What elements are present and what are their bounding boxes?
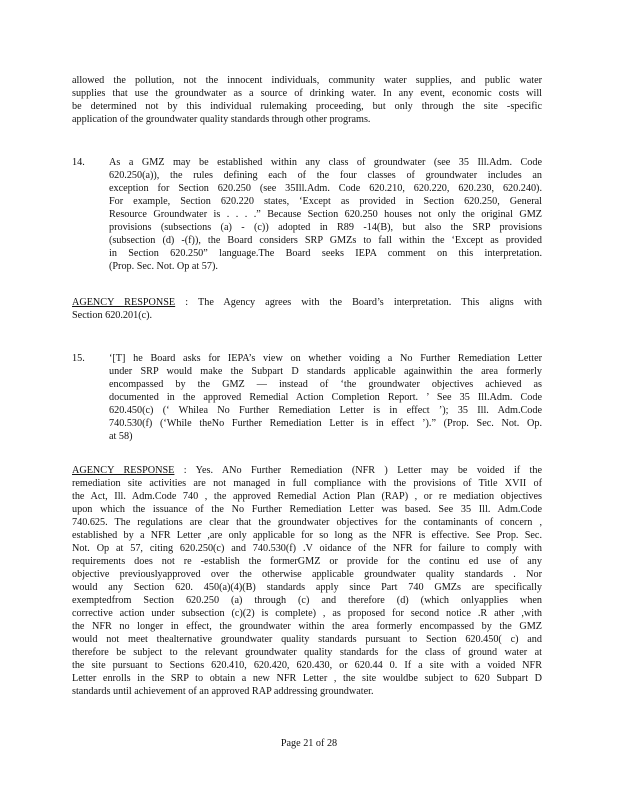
text-line: exemptedfrom Section 620.250 (a) through (c) and therefore (d) (which onlyapplies when xyxy=(72,595,542,606)
agency-response-14 xyxy=(72,296,542,322)
text-line: remediation site activities are not managed in full compliance with the provisions of Title XVII of xyxy=(72,478,542,489)
text-line: under SRP would make the Subpart D standards applicable againwithin the area formerly xyxy=(109,366,542,377)
text-line: objective previouslyapproved over the otherwise applicable groundwater quality standards . Nor xyxy=(72,569,542,580)
text-line: For example, Section 620.220 states, ‘Except as provided in Section 620.250, General xyxy=(109,196,542,207)
response-label: AGENCY RESPONSE xyxy=(72,465,175,476)
text-line: corrective action under subsection (c)(2) is complete) , as proposed for second notice .R ather ,with xyxy=(72,608,542,619)
text-line: 740.625. The regulations are clear that the groundwater objectives for the contaminants of concern , xyxy=(72,517,542,528)
item-number-15: 15. xyxy=(72,353,85,364)
text-line: at 58) xyxy=(109,431,133,442)
text-line: Resource Groundwater is . . . .” Because Section 620.250 houses not only the original GMZ xyxy=(109,209,542,220)
item-14-text xyxy=(109,156,542,273)
response-text: : Yes. ANo Further Remediation (NFR ) Letter may be voided if the xyxy=(183,465,542,476)
item-number-14: 14. xyxy=(72,157,85,168)
text-line: in Section 620.250” language.The Board seeks IEPA comment on this interpretation. xyxy=(109,248,542,259)
text-line: application of the groundwater quality standards through other programs. xyxy=(72,114,371,125)
text-line: 620.250(a)), the rules defining each of the four classes of groundwater includes an xyxy=(109,170,542,181)
text-line: standards until achievement of an approved RAP addressing groundwater. xyxy=(72,686,374,697)
text-line: the site pursuant to Sections 620.410, 620.420, 620.430, or 620.44 0. If a site with a voided NFR xyxy=(72,660,542,671)
text-line: 620.450(c) (‘ Whilea No Further Remediation Letter is in effect ’); 35 Ill. Adm.Code xyxy=(109,405,542,416)
text-line: Letter enrolls in the SRP to obtain a new NFR Letter , the site wouldbe subject to 620 Subpart D xyxy=(72,673,542,684)
text-line: Not. Op at 57, citing 620.250(c) and 740.530(f) .V oidance of the NFR for failure to comply with xyxy=(72,543,542,554)
text-line: encompassed by the GMZ — instead of ‘the groundwater objectives achieved as xyxy=(109,379,542,390)
response-label: AGENCY RESPONSE xyxy=(72,297,176,308)
text-line: supplies that use the groundwater as a source of drinking water. In any event, economic costs will xyxy=(72,88,542,99)
text-line: the NFR no longer in effect, the groundwater within the area formerly encompassed by the GMZ xyxy=(72,621,542,632)
text-line: 740.530(f) (‘While theNo Further Remediation Letter is in effect ’).” (Prop. Sec. Not. Op. xyxy=(109,418,542,429)
text-line: provisions (subsections (a) - (c)) adopted in R89 -14(B), but also the SRP provisions xyxy=(109,222,542,233)
page-number: Page 21 of 28 xyxy=(280,738,338,749)
text-line: (Prop. Sec. Not. Op at 57). xyxy=(109,261,218,272)
text-line xyxy=(72,464,542,477)
text-line: ‘[T] he Board asks for IEPA’s view on whether voiding a No Further Remediation Letter xyxy=(109,353,542,364)
text-line: established by a NFR Letter ,are only applicable for so long as the NFR is effective. See Prop. Sec. xyxy=(72,530,542,541)
text-line: upon which the issuance of the No Further Remediation Letter was based. See 35 Ill. Adm.Code xyxy=(72,504,542,515)
response-text: : The Agency agrees with the Board’s interpretation. This aligns with xyxy=(185,297,542,308)
text-line: As a GMZ may be established within any class of groundwater (see 35 Ill.Adm. Code xyxy=(109,157,542,168)
text-line: requirements does not re -establish the formerGMZ or provide for the continu ed use of any xyxy=(72,556,542,567)
text-line: therefore be subject to the relevant groundwater quality standards for the class of ground water at xyxy=(72,647,542,658)
text-line: (subsection (d) -(f)), the Board considers SRP GMZs to fall within the ‘Except as provided xyxy=(109,235,542,246)
text-line: documented in the approved Remedial Action Completion Report. ’ See 35 Ill.Adm. Code xyxy=(109,392,542,403)
text-line: be determined not by this individual rulemaking proceeding, but only through the site -specific xyxy=(72,101,542,112)
text-line: exception for Section 620.250 (see 35Ill.Adm. Code 620.210, 620.220, 620.230, 620.240). xyxy=(109,183,542,194)
agency-response-15 xyxy=(72,464,542,698)
text-line: would any Section 620. 450(a)(4)(B) standards apply since Part 740 GMZs are specifically xyxy=(72,582,542,593)
text-line: allowed the pollution, not the innocent individuals, community water supplies, and public water xyxy=(72,75,542,86)
text-line: Section 620.201(c). xyxy=(72,310,153,321)
text-line xyxy=(72,296,542,309)
text-line: the Act, Ill. Adm.Code 740 , the approved Remedial Action Plan (RAP) , or re mediation objectives xyxy=(72,491,542,502)
item-15-text xyxy=(109,352,542,443)
text-line: would not meet thealternative groundwater quality standards pursuant to Section 620.450( c) and xyxy=(72,634,542,645)
continuation-paragraph xyxy=(72,74,542,126)
